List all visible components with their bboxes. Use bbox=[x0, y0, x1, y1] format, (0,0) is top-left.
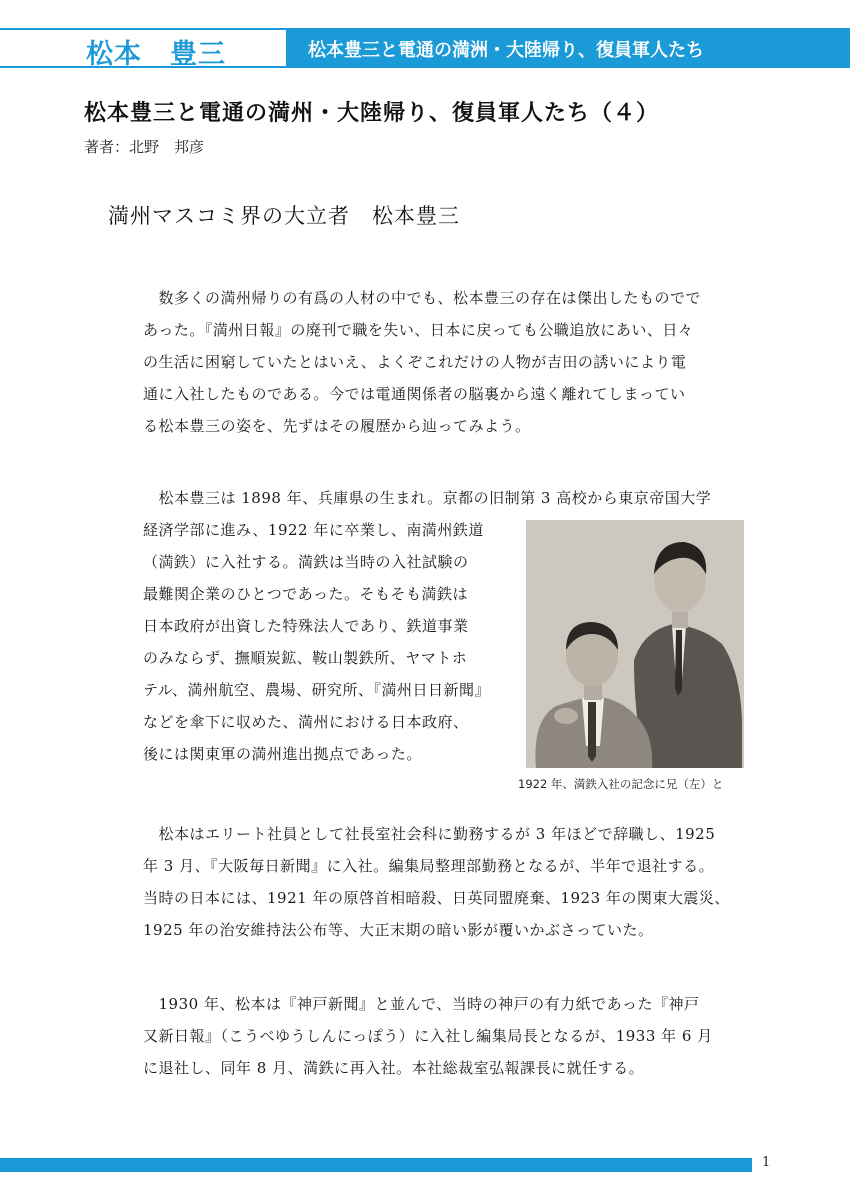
paragraph-line: る松本豊三の姿を、先ずはその履歴から辿ってみよう。 bbox=[143, 417, 531, 435]
paragraph-line: 松本豊三は 1898 年、兵庫県の生まれ。京都の旧制第 3 高校から東京帝国大学 bbox=[143, 489, 712, 507]
paragraph-line: 数多くの満州帰りの有爲の人材の中でも、松本豊三の存在は傑出したものでで bbox=[143, 289, 702, 307]
paragraph-line: などを傘下に収めた、満州における日本政府、 bbox=[143, 713, 469, 731]
paragraph-line: に退社し、同年 8 月、満鉄に再入社。本社総裁室弘報課長に就任する。 bbox=[143, 1059, 645, 1077]
header-name: 松本 豊三 bbox=[86, 39, 226, 70]
article-author: 著者：北野 邦彦 bbox=[84, 138, 205, 156]
paragraph-line: テル、満州航空、農場、研究所、『満州日日新聞』 bbox=[143, 681, 491, 699]
paragraph-line: 1925 年の治安維持法公布等、大正末期の暗い影が覆いかぶさっていた。 bbox=[143, 921, 654, 939]
header-name-box bbox=[0, 28, 286, 68]
paragraph-line: 年 3 月、『大阪毎日新聞』に入社。編集局整理部勤務となるが、半年で退社する。 bbox=[143, 857, 715, 875]
paragraph-line: 又新日報』（こうべゆうしんにっぽう）に入社し編集局長となるが、1933 年 6 月 bbox=[143, 1027, 713, 1045]
paragraph-1 bbox=[143, 282, 701, 442]
paragraph-line: 当時の日本には、1921 年の原啓首相暗殺、日英同盟廃棄、1923 年の関東大震災、 bbox=[143, 889, 730, 907]
paragraph-line: 最難関企業のひとつであった。そもそも満鉄は bbox=[143, 585, 469, 603]
paragraph-line: 経済学部に進み、1922 年に卒業し、南満州鉄道 bbox=[143, 521, 484, 539]
footer-bar bbox=[0, 1158, 752, 1172]
paragraph-4 bbox=[143, 988, 713, 1084]
photo-caption: 1922 年、満鉄入社の記念に兄（左）と bbox=[518, 777, 724, 791]
article-title: 松本豊三と電通の満州・大陸帰り、復員軍人たち（４） bbox=[84, 100, 660, 126]
portrait-photo bbox=[526, 520, 744, 768]
page-number: 1 bbox=[762, 1155, 771, 1170]
paragraph-line: （満鉄）に入社する。満鉄は当時の入社試験の bbox=[143, 553, 469, 571]
section-heading: 満州マスコミ界の大立者 松本豊三 bbox=[108, 204, 460, 228]
paragraph-line: のみならず、撫順炭鉱、鞍山製鉄所、ヤマトホ bbox=[143, 649, 468, 667]
header-series-title: 松本豊三と電通の満洲・大陸帰り、復員軍人たち bbox=[308, 40, 704, 61]
paragraph-line: 松本はエリート社員として社長室社会科に勤務するが 3 年ほどで辞職し、1925 bbox=[143, 825, 716, 843]
paragraph-3 bbox=[143, 818, 730, 946]
header-series-banner bbox=[286, 28, 850, 68]
paragraph-line: 後には関東軍の満州進出拠点であった。 bbox=[143, 745, 422, 763]
paragraph-line: 1930 年、松本は『神戸新聞』と並んで、当時の神戸の有力紙であった『神戸 bbox=[143, 995, 700, 1013]
portrait-photo-drawing bbox=[526, 520, 744, 768]
paragraph-line: 通に入社したものである。今では電通関係者の脳裏から遠く離れてしまってい bbox=[143, 385, 686, 403]
paragraph-line: あった。『満州日報』の廃刊で職を失い、日本に戻っても公職追放にあい、日々 bbox=[143, 321, 694, 339]
paragraph-line: 日本政府が出資した特殊法人であり、鉄道事業 bbox=[143, 617, 469, 635]
paragraph-line: の生活に困窮していたとはいえ、よくぞこれだけの人物が吉田の誘いにより電 bbox=[143, 353, 687, 371]
